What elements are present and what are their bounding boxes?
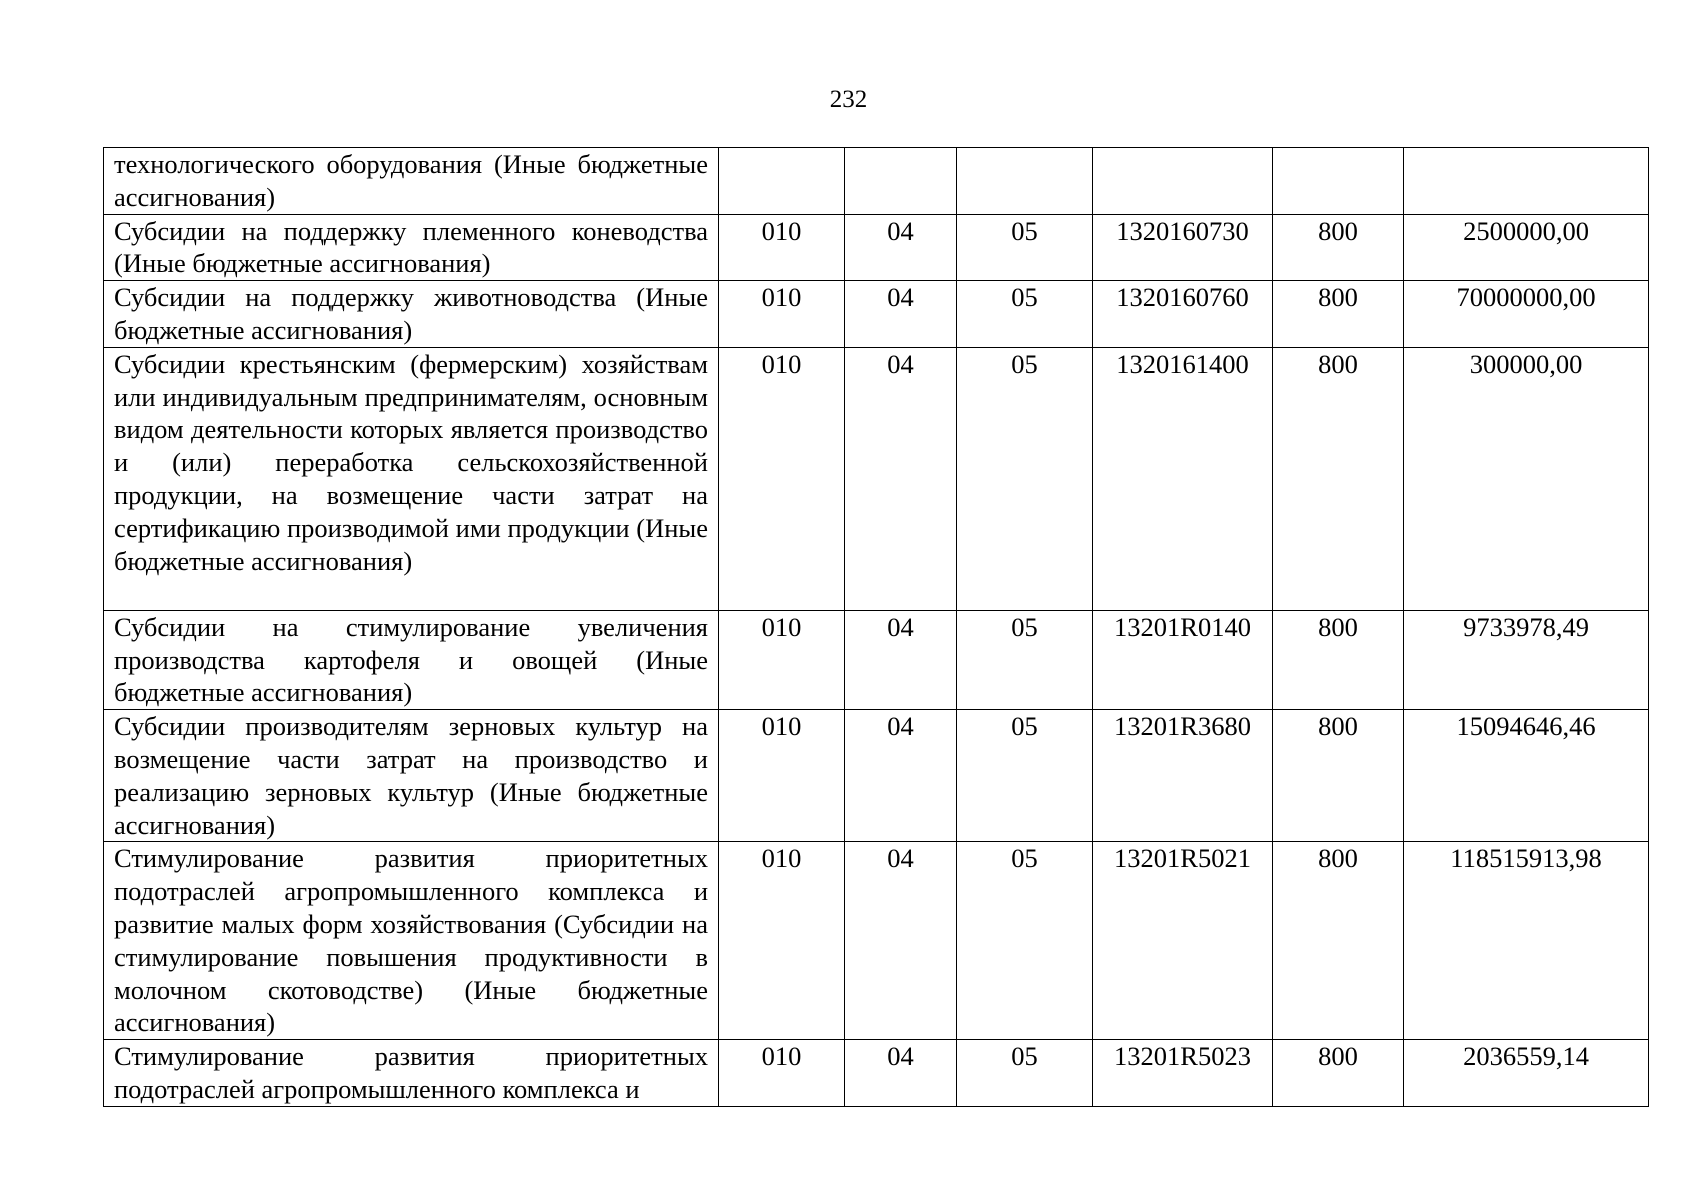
section-code xyxy=(845,148,957,215)
section-code: 04 xyxy=(845,214,957,281)
target-article-code xyxy=(1093,148,1273,215)
amount: 118515913,98 xyxy=(1404,842,1649,1040)
subsection-code: 05 xyxy=(957,610,1093,709)
row-description: технологического оборудования (Иные бюджетные ассигнования) xyxy=(104,148,719,215)
amount: 15094646,46 xyxy=(1404,710,1649,842)
amount xyxy=(1404,148,1649,215)
table-row xyxy=(104,148,1649,215)
page-number: 232 xyxy=(829,86,868,113)
target-article-code: 1320160760 xyxy=(1093,281,1273,348)
subsection-code: 05 xyxy=(957,842,1093,1040)
row-description: Стимулирование развития приоритетных подотраслей агропромышленного комплекса и xyxy=(104,1040,719,1107)
subsection-code: 05 xyxy=(957,347,1093,610)
subsection-code: 05 xyxy=(957,710,1093,842)
budget-table xyxy=(103,147,1649,1107)
table-row xyxy=(104,347,1649,610)
row-description: Субсидии на поддержку животноводства (Иные бюджетные ассигнования) xyxy=(104,281,719,348)
row-description: Стимулирование развития приоритетных подотраслей агропромышленного комплекса и развитие малых форм хозяйствования (Субсидии на стимулирование повышения продуктивности в молочном скотоводстве) (Иные бюджетные ассигнования) xyxy=(104,842,719,1040)
amount: 2036559,14 xyxy=(1404,1040,1649,1107)
target-article-code: 1320160730 xyxy=(1093,214,1273,281)
expense-type-code: 800 xyxy=(1273,1040,1404,1107)
table-row xyxy=(104,214,1649,281)
table-row xyxy=(104,842,1649,1040)
section-code: 04 xyxy=(845,281,957,348)
amount: 70000000,00 xyxy=(1404,281,1649,348)
section-code: 04 xyxy=(845,842,957,1040)
subsection-code: 05 xyxy=(957,214,1093,281)
ministry-code: 010 xyxy=(719,710,845,842)
amount: 300000,00 xyxy=(1404,347,1649,610)
ministry-code xyxy=(719,148,845,215)
target-article-code: 1320161400 xyxy=(1093,347,1273,610)
target-article-code: 13201R5021 xyxy=(1093,842,1273,1040)
expense-type-code: 800 xyxy=(1273,281,1404,348)
ministry-code: 010 xyxy=(719,610,845,709)
subsection-code xyxy=(957,148,1093,215)
amount: 2500000,00 xyxy=(1404,214,1649,281)
expense-type-code xyxy=(1273,148,1404,215)
ministry-code: 010 xyxy=(719,281,845,348)
ministry-code: 010 xyxy=(719,214,845,281)
row-description: Субсидии производителям зерновых культур на возмещение части затрат на производство и реализацию зерновых культур (Иные бюджетные ассигнования) xyxy=(104,710,719,842)
ministry-code: 010 xyxy=(719,1040,845,1107)
expense-type-code: 800 xyxy=(1273,347,1404,610)
section-code: 04 xyxy=(845,610,957,709)
table-row xyxy=(104,281,1649,348)
table-row xyxy=(104,610,1649,709)
table-row xyxy=(104,710,1649,842)
subsection-code: 05 xyxy=(957,1040,1093,1107)
target-article-code: 13201R5023 xyxy=(1093,1040,1273,1107)
expense-type-code: 800 xyxy=(1273,710,1404,842)
section-code: 04 xyxy=(845,347,957,610)
row-description: Субсидии крестьянским (фермерским) хозяйствам или индивидуальным предпринимателям, основным видом деятельности которых является производство и (или) переработка сельскохозяйственной продукции, на возмещение части затрат на сертификацию производимой ими продукции (Иные бюджетные ассигнования) xyxy=(104,347,719,610)
expense-type-code: 800 xyxy=(1273,842,1404,1040)
subsection-code: 05 xyxy=(957,281,1093,348)
row-description: Субсидии на поддержку племенного коневодства (Иные бюджетные ассигнования) xyxy=(104,214,719,281)
section-code: 04 xyxy=(845,1040,957,1107)
target-article-code: 13201R3680 xyxy=(1093,710,1273,842)
amount: 9733978,49 xyxy=(1404,610,1649,709)
ministry-code: 010 xyxy=(719,842,845,1040)
target-article-code: 13201R0140 xyxy=(1093,610,1273,709)
table-row xyxy=(104,1040,1649,1107)
ministry-code: 010 xyxy=(719,347,845,610)
section-code: 04 xyxy=(845,710,957,842)
row-description: Субсидии на стимулирование увеличения производства картофеля и овощей (Иные бюджетные ассигнования) xyxy=(104,610,719,709)
expense-type-code: 800 xyxy=(1273,610,1404,709)
expense-type-code: 800 xyxy=(1273,214,1404,281)
